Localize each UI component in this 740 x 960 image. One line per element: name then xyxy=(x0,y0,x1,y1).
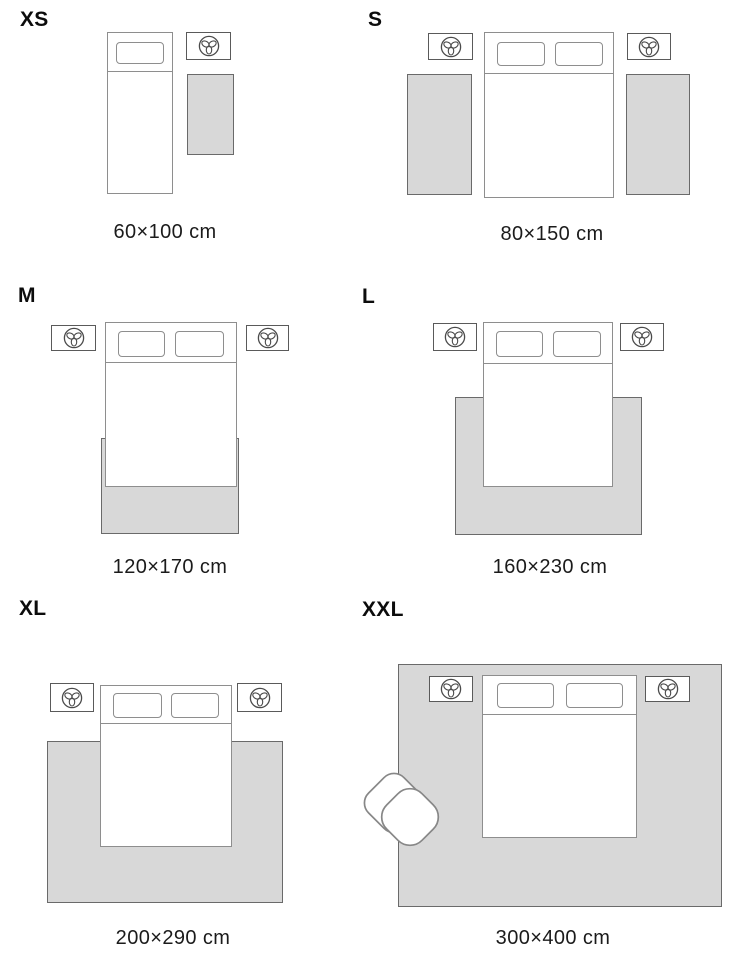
size-label-xl: XL xyxy=(19,597,47,620)
double-bed xyxy=(100,685,232,847)
pillow-right xyxy=(171,693,219,718)
size-section-s xyxy=(360,0,740,270)
dimension-label-m: 120×170 cm xyxy=(112,556,228,578)
size-label-m: M xyxy=(18,284,36,307)
size-label-xxl: XXL xyxy=(362,598,404,621)
size-section-xs xyxy=(0,0,340,270)
pillow-left xyxy=(497,42,545,66)
size-section-xxl xyxy=(360,590,740,960)
trefoil-plant-icon xyxy=(197,34,221,58)
bed-headboard-line xyxy=(101,723,231,724)
dimension-label-l: 160×230 cm xyxy=(492,556,608,578)
size-section-l xyxy=(360,270,740,600)
pillow-right xyxy=(566,683,623,708)
trefoil-plant-icon xyxy=(656,677,680,701)
double-bed xyxy=(105,322,237,487)
nightstand-left xyxy=(429,676,473,702)
trefoil-plant-icon xyxy=(630,325,654,349)
size-label-l: L xyxy=(362,285,376,308)
rug-left xyxy=(407,74,472,195)
trefoil-plant-icon xyxy=(256,326,280,350)
size-section-xl xyxy=(0,590,340,960)
trefoil-plant-icon xyxy=(60,686,84,710)
dimension-label-xxl: 300×400 cm xyxy=(495,927,611,949)
pillow-left xyxy=(113,693,162,718)
bed-headboard-line xyxy=(483,714,636,715)
pillow-left xyxy=(496,331,543,357)
trefoil-plant-icon xyxy=(62,326,86,350)
nightstand-right xyxy=(627,33,671,60)
trefoil-plant-icon xyxy=(637,35,661,59)
dimension-label-s: 80×150 cm xyxy=(500,223,604,245)
double-bed xyxy=(484,32,614,198)
trefoil-plant-icon xyxy=(443,325,467,349)
armchair-top-view-icon xyxy=(362,764,444,854)
nightstand-right xyxy=(620,323,664,351)
size-label-xs: XS xyxy=(20,8,49,31)
nightstand-left xyxy=(428,33,473,60)
pillow-right xyxy=(175,331,224,357)
bed-headboard-line xyxy=(108,71,172,72)
bed-headboard-line xyxy=(106,362,236,363)
size-section-m xyxy=(0,270,340,600)
pillow-right xyxy=(553,331,601,357)
nightstand-right xyxy=(645,676,690,702)
dimension-label-xs: 60×100 cm xyxy=(113,221,217,243)
double-bed xyxy=(482,675,637,838)
pillow-left xyxy=(118,331,165,357)
nightstand-left xyxy=(50,683,94,712)
nightstand xyxy=(186,32,231,60)
rug xyxy=(187,74,234,155)
bed-headboard-line xyxy=(484,363,612,364)
single-bed xyxy=(107,32,173,194)
trefoil-plant-icon xyxy=(439,35,463,59)
nightstand-right xyxy=(246,325,289,351)
pillow-right xyxy=(555,42,603,66)
bed-headboard-line xyxy=(485,73,613,74)
double-bed xyxy=(483,322,613,487)
rug-right xyxy=(626,74,690,195)
nightstand-left xyxy=(433,323,477,351)
size-label-s: S xyxy=(368,8,383,31)
trefoil-plant-icon xyxy=(439,677,463,701)
nightstand-right xyxy=(237,683,282,712)
pillow-left xyxy=(497,683,554,708)
pillow xyxy=(116,42,164,64)
trefoil-plant-icon xyxy=(248,686,272,710)
dimension-label-xl: 200×290 cm xyxy=(115,927,231,949)
nightstand-left xyxy=(51,325,96,351)
